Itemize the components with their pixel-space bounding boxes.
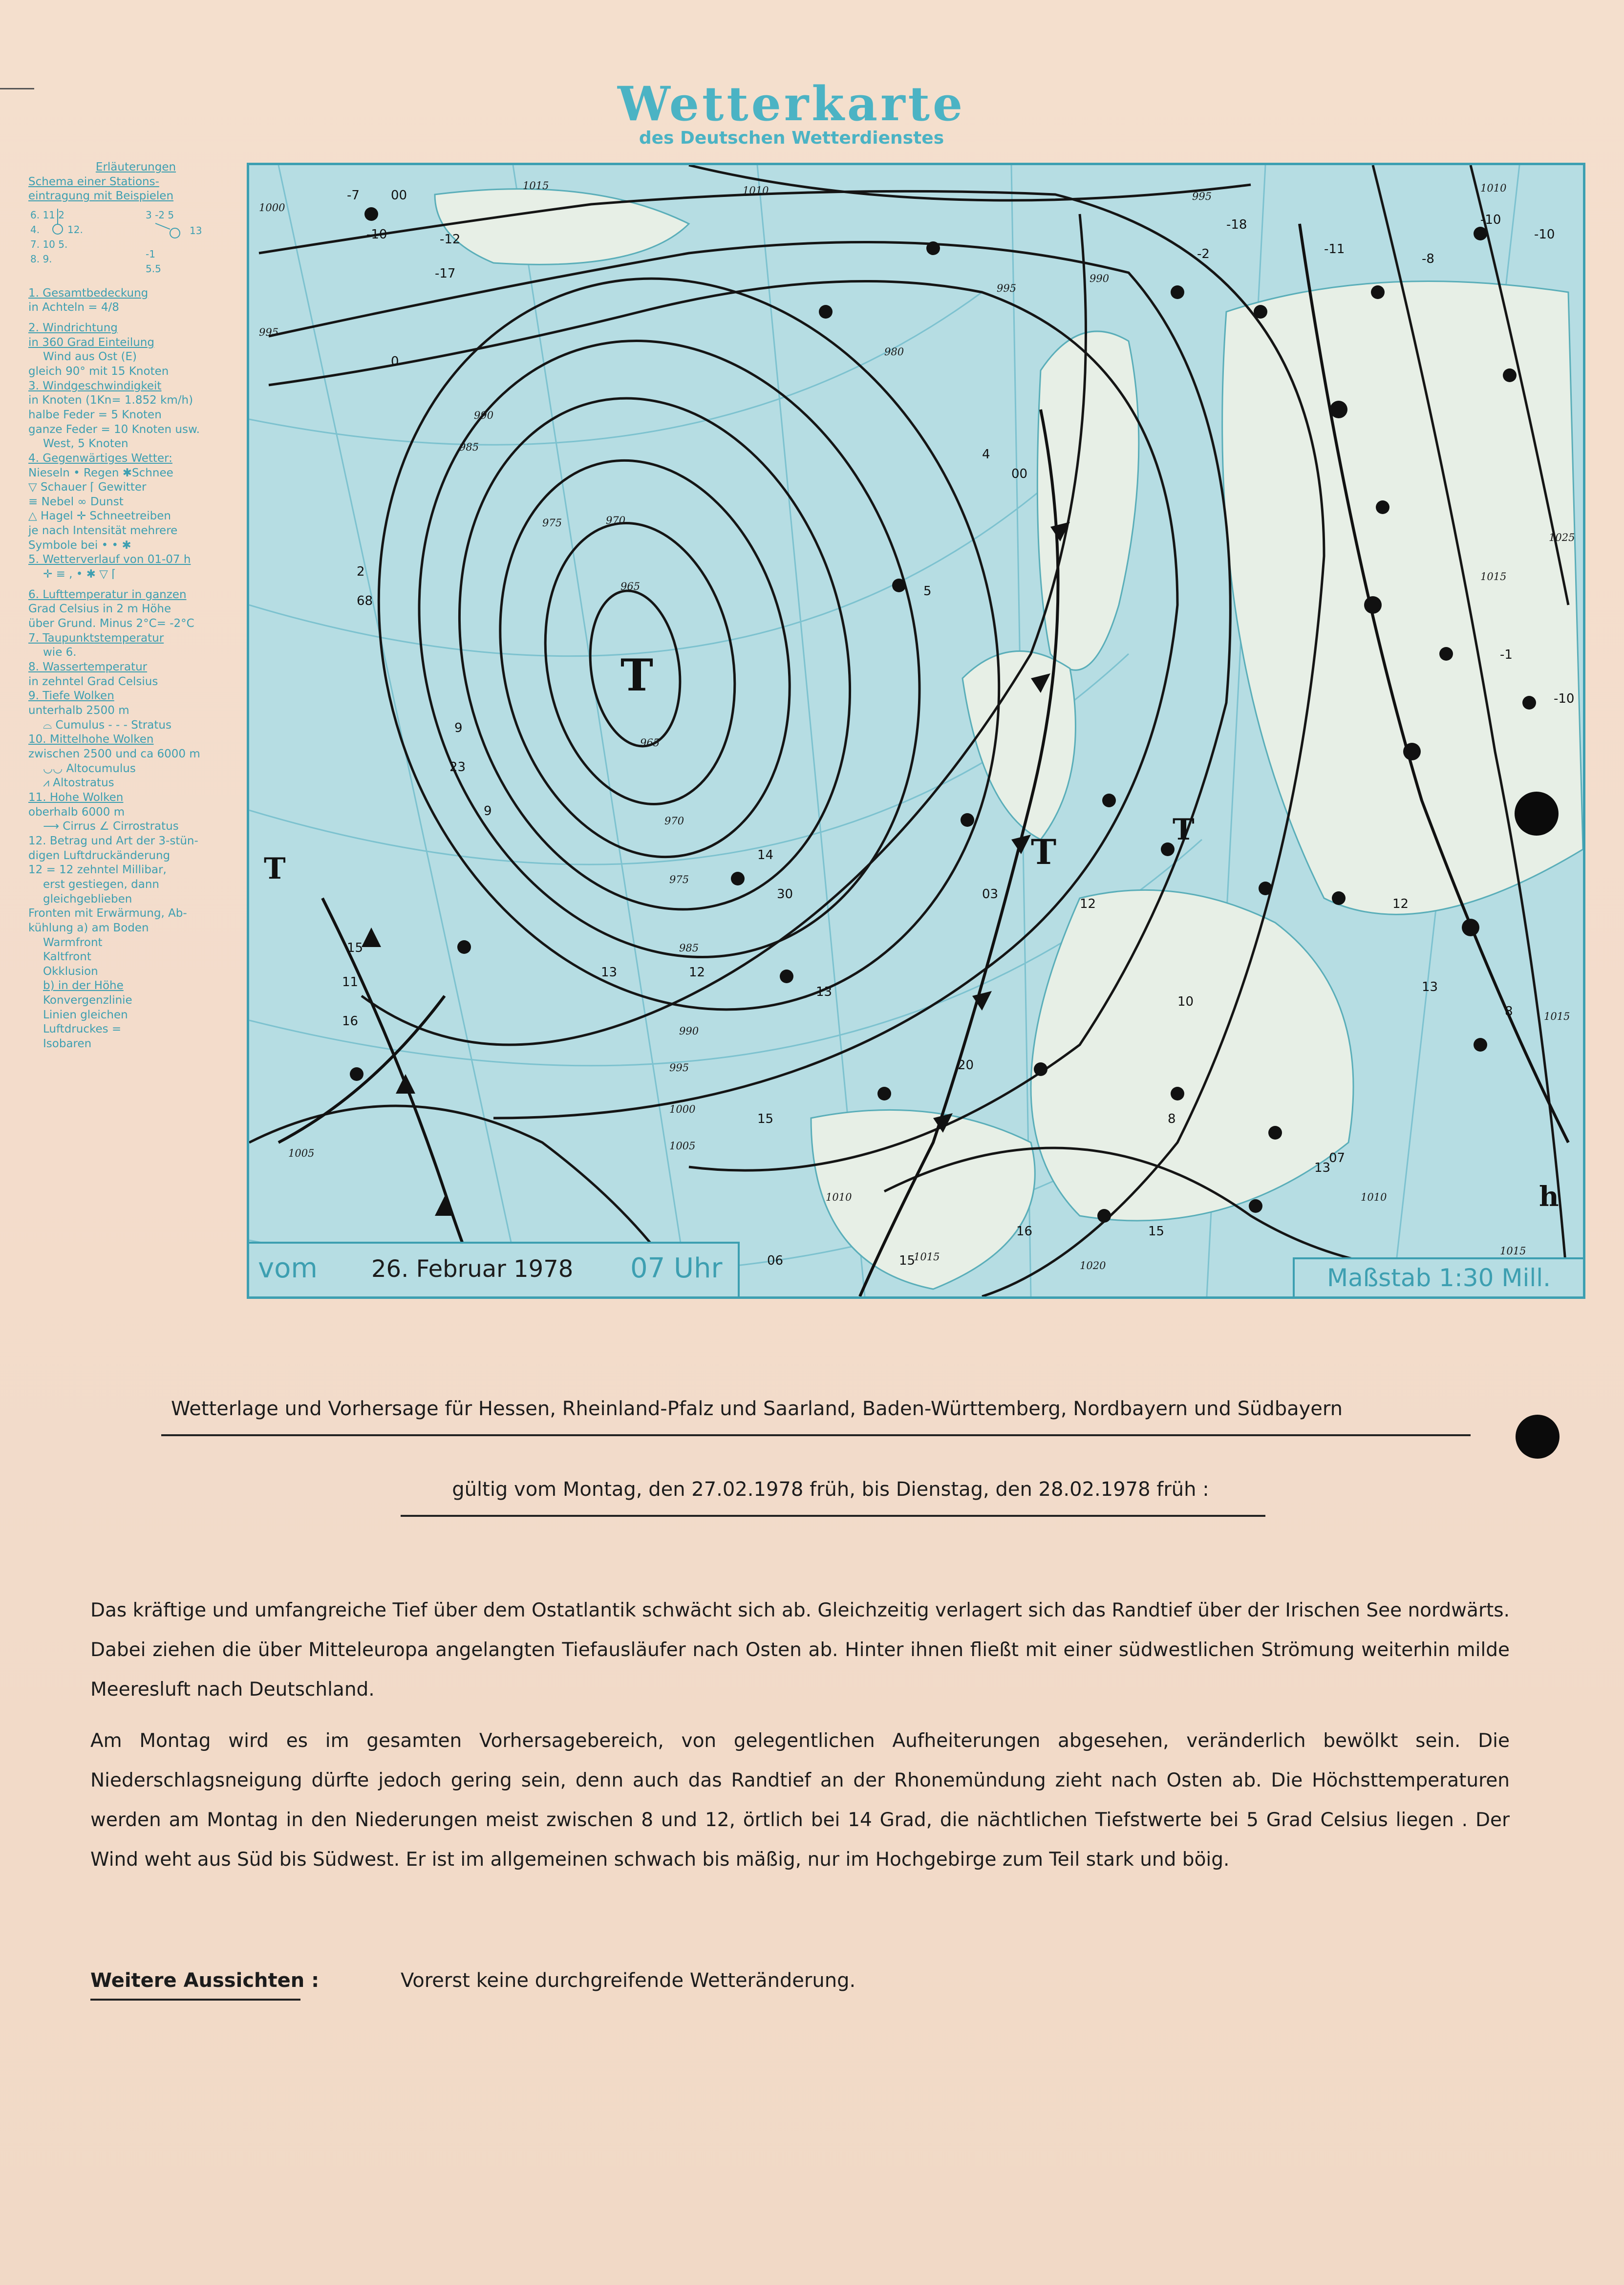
legend-line: ≡ Nebel ∞ Dunst <box>28 495 124 508</box>
legend-line: West, 5 Knoten <box>43 437 128 451</box>
svg-text:9: 9 <box>454 721 463 735</box>
svg-text:4.: 4. <box>30 223 40 236</box>
svg-text:06: 06 <box>767 1253 784 1268</box>
legend-line: 4. Gegenwärtiges Wetter: <box>28 452 172 465</box>
validity-line: gültig vom Montag, den 27.02.1978 früh, bis Dienstag, den 28.02.1978 früh : <box>452 1478 1209 1501</box>
punch-hole <box>1516 1415 1560 1459</box>
legend-line: 7. Taupunktstemperatur <box>28 631 164 645</box>
svg-text:-7: -7 <box>347 188 360 203</box>
legend-line: ▽ Schauer ⌈ Gewitter <box>28 481 147 494</box>
svg-text:30: 30 <box>777 887 793 902</box>
land-masses <box>435 189 1583 1289</box>
legend-line: in 360 Grad Einteilung <box>28 336 154 349</box>
svg-text:20: 20 <box>958 1058 974 1073</box>
isobar-label: 985 <box>679 942 699 954</box>
weather-map-drawing <box>249 165 1583 1296</box>
isobar-label: 1025 <box>1549 532 1575 543</box>
svg-text:3 -2 5: 3 -2 5 <box>146 209 174 221</box>
svg-text:15: 15 <box>899 1253 916 1268</box>
isobar-label: 985 <box>459 441 479 453</box>
svg-text:68: 68 <box>357 594 373 608</box>
svg-text:8: 8 <box>1505 1004 1513 1019</box>
legend-line: digen Luftdruckänderung <box>28 849 171 862</box>
svg-text:11: 11 <box>342 975 359 990</box>
svg-text:-18: -18 <box>1226 217 1247 232</box>
svg-text:13: 13 <box>1314 1161 1331 1175</box>
document-subtitle: des Deutschen Wetterdienstes <box>639 128 944 148</box>
legend-line: in zehntel Grad Celsius <box>28 675 158 688</box>
svg-text:-2: -2 <box>1197 247 1210 261</box>
svg-text:-10: -10 <box>1534 227 1555 242</box>
svg-text:7. 10 5.: 7. 10 5. <box>30 238 68 250</box>
legend-line: kühlung a) am Boden <box>28 921 149 934</box>
map-date-prefix: vom <box>258 1252 318 1284</box>
legend-line: Okklusion <box>43 965 98 978</box>
station-schema-diagram <box>28 204 243 282</box>
legend-line: Isobaren <box>43 1037 92 1051</box>
legend-line: Fronten mit Erwärmung, Ab- <box>28 907 187 920</box>
isobar-label: 1015 <box>1544 1011 1570 1022</box>
isobar-label: 990 <box>474 410 494 421</box>
isobar-label: 980 <box>884 346 904 358</box>
svg-text:9: 9 <box>484 804 492 819</box>
svg-text:15: 15 <box>757 1112 774 1126</box>
legend-line: gleichgeblieben <box>43 892 132 905</box>
svg-text:-10: -10 <box>1554 691 1575 706</box>
punch-hole <box>1515 792 1559 836</box>
legend-line: 12 = 12 zehntel Millibar, <box>28 863 167 877</box>
svg-text:6. 11 2: 6. 11 2 <box>30 209 64 221</box>
legend-line: 12. Betrag und Art der 3-stün- <box>28 834 198 847</box>
legend-line: 2. Windrichtung <box>28 321 118 334</box>
low-pressure-marker: T <box>620 649 653 701</box>
legend-line: zwischen 2500 und ca 6000 m <box>28 747 200 760</box>
map-date: 26. Februar 1978 <box>371 1255 574 1283</box>
legend-line: unterhalb 2500 m <box>28 704 129 717</box>
legend-line: oberhalb 6000 m <box>28 805 125 819</box>
svg-text:15: 15 <box>1148 1224 1165 1239</box>
svg-text:13: 13 <box>816 985 833 999</box>
legend-line: 10. Mittelhohe Wolken <box>28 733 154 746</box>
svg-text:2: 2 <box>357 564 365 579</box>
legend-line: je nach Intensität mehrere <box>28 524 178 538</box>
legend-line: Linien gleichen <box>43 1008 128 1021</box>
low-pressure-marker-rhone: T <box>1173 813 1195 847</box>
svg-text:0: 0 <box>391 354 399 369</box>
forecast-paragraph-1: Das kräftige und umfangreiche Tief über dem Ostatlantik schwächt sich ab. Gleichzeitig verlagert sich das Randtief über der Irischen See nordwärts. Dabei ziehen die über Mitteleuropa angelangten Tiefausläufer nach Osten ab. Hinter ihnen fließt mit einer südwestlichen Strömung weiterhin milde Meeresluft nach Deutschland. <box>90 1599 1510 1701</box>
weather-map <box>247 163 1585 1299</box>
legend-line: Nieseln • Regen ✱Schnee <box>28 466 173 479</box>
legend-line: ◡◡ Altocumulus <box>43 762 136 775</box>
svg-text:07: 07 <box>1329 1151 1346 1165</box>
svg-text:4: 4 <box>982 447 990 462</box>
legend-line: △ Hagel ✛ Schneetreiben <box>28 510 171 523</box>
svg-text:-1: -1 <box>146 248 155 260</box>
svg-text:16: 16 <box>1016 1224 1033 1239</box>
outlook-text: Vorerst keine durchgreifende Wetteränderung. <box>401 1969 856 1992</box>
legend-line: in Knoten (1Kn= 1.852 km/h) <box>28 394 193 407</box>
legend-line: 8. Wassertemperatur <box>28 661 148 674</box>
svg-text:-17: -17 <box>435 266 456 281</box>
svg-text:8. 9.: 8. 9. <box>30 253 52 265</box>
isobar-label: 1005 <box>288 1147 315 1159</box>
isobar-label: 970 <box>606 515 626 526</box>
svg-text:14: 14 <box>757 848 774 862</box>
forecast-paragraph-2: Am Montag wird es im gesamten Vorhersagebereich, von gelegentlichen Aufheiterungen abgesehen, veränderlich bewölkt sein. Die Niederschlagsneigung dürfte jedoch gering sein, denn auch das Randtief an der Rhonemündung zieht nach Osten ab. Die Höchsttemperaturen werden am Montag in den Niederungen meist zwischen 8 und 12, örtlich bei 14 Grad, die nächtlichen Tiefstwerte bei 5 Grad Celsius liegen . Der Wind weht aus Süd bis Südwest. Er ist im allgemeinen schwach bis mäßig, nur im Hochgebirge zum Teil stark und böig. <box>90 1730 1510 1871</box>
edge-mark <box>0 88 34 89</box>
forecast-heading: Wetterlage und Vorhersage für Hessen, Rheinland-Pfalz und Saarland, Baden-Württemberg, Nordbayern und Südbayern <box>171 1398 1343 1420</box>
legend-line: b) in der Höhe <box>43 979 124 992</box>
isobar-label: 1015 <box>914 1251 940 1263</box>
isobar-label: 1010 <box>826 1191 852 1203</box>
isobar-label: 1010 <box>1480 182 1507 194</box>
svg-text:00: 00 <box>1011 467 1028 481</box>
legend-line: ✛ ≡ , • ✱ ▽ ⌈ <box>43 568 116 581</box>
isobar-label: 990 <box>679 1025 699 1037</box>
svg-text:12: 12 <box>1080 897 1096 911</box>
map-scale: Maßstab 1:30 Mill. <box>1293 1257 1583 1296</box>
svg-text:5.5: 5.5 <box>146 262 161 275</box>
isobar-label: 1015 <box>523 180 549 192</box>
legend-line: ⟶ Cirrus ∠ Cirrostratus <box>43 820 179 833</box>
legend-line: 5. Wetterverlauf von 01-07 h <box>28 553 191 566</box>
legend-items <box>28 286 243 1052</box>
svg-text:-12: -12 <box>440 232 461 247</box>
svg-text:-11: -11 <box>1324 242 1345 257</box>
svg-text:-8: -8 <box>1422 252 1434 266</box>
legend-line: ganze Feder = 10 Knoten usw. <box>28 423 200 436</box>
svg-text:15: 15 <box>347 941 363 955</box>
svg-text:-10: -10 <box>366 227 387 242</box>
legend-line: Kaltfront <box>43 950 91 964</box>
isobar-label: 995 <box>1192 191 1212 202</box>
isobar-label: 1015 <box>1480 571 1507 582</box>
legend-schema-line: eintragung mit Beispielen <box>28 190 174 203</box>
isobar-label: 1005 <box>669 1140 696 1152</box>
map-time: 07 Uhr <box>630 1252 723 1284</box>
svg-text:-1: -1 <box>1500 647 1513 662</box>
legend-line: in Achteln = 4/8 <box>28 301 119 314</box>
isobar-label: 975 <box>669 874 689 885</box>
svg-text:23: 23 <box>449 760 466 775</box>
isobar-label: 990 <box>1090 273 1110 284</box>
isobar-label: 995 <box>669 1062 689 1074</box>
validity-rule <box>401 1515 1265 1517</box>
legend-line: 1. Gesamtbedeckung <box>28 286 149 300</box>
svg-text:-10: -10 <box>1480 213 1501 227</box>
isobar-label: 965 <box>620 581 641 592</box>
isobar-label: 965 <box>640 737 660 749</box>
low-pressure-marker-secondary: T <box>1031 832 1057 872</box>
isobar-label: 1010 <box>743 185 769 196</box>
isobar-label: 1000 <box>669 1103 696 1115</box>
svg-text:10: 10 <box>1177 994 1194 1009</box>
legend-heading: Erläuterungen <box>95 161 176 173</box>
legend-line: ⩘ Altostratus <box>43 776 114 790</box>
heading-rule <box>161 1434 1471 1436</box>
legend-line: 3. Windgeschwindigkeit <box>28 379 162 392</box>
legend-line: wie 6. <box>43 646 77 659</box>
isobar-label: 1000 <box>259 202 285 214</box>
svg-text:13: 13 <box>190 224 202 237</box>
isobar-label: 975 <box>542 517 562 529</box>
legend-schema-line: Schema einer Stations- <box>28 175 159 188</box>
outlook-rule <box>90 1999 300 2001</box>
svg-text:13: 13 <box>601 965 618 980</box>
isobar-label: 1020 <box>1080 1260 1106 1272</box>
legend-line: gleich 90° mit 15 Knoten <box>28 365 169 378</box>
legend-line: 9. Tiefe Wolken <box>28 690 114 703</box>
map-legend <box>28 160 243 1052</box>
svg-text:00: 00 <box>391 188 407 203</box>
isobar-label: 995 <box>997 282 1017 294</box>
isobar-label: 1010 <box>1361 1191 1387 1203</box>
legend-line: Wind aus Ost (E) <box>43 350 137 364</box>
svg-text:8: 8 <box>1168 1112 1176 1126</box>
legend-line: 11. Hohe Wolken <box>28 791 124 804</box>
legend-line: über Grund. Minus 2°C= -2°C <box>28 617 194 630</box>
isobar-label: 1015 <box>1500 1245 1526 1257</box>
legend-line: Symbole bei • • ✱ <box>28 539 131 552</box>
svg-text:5: 5 <box>923 584 932 599</box>
svg-text:16: 16 <box>342 1014 359 1029</box>
isobar-label: 970 <box>664 815 684 827</box>
svg-text:03: 03 <box>982 887 999 902</box>
legend-line: erst gestiegen, dann <box>43 878 160 891</box>
outlook-label: Weitere Aussichten : <box>90 1969 320 1992</box>
legend-line: halbe Feder = 5 Knoten <box>28 408 162 421</box>
low-pressure-marker-west: T <box>264 852 286 886</box>
document-title: Wetterkarte <box>617 76 966 131</box>
isobar-label: 995 <box>259 326 279 338</box>
high-pressure-marker: h <box>1539 1181 1559 1213</box>
svg-text:13: 13 <box>1422 980 1438 994</box>
map-date-box <box>249 1242 740 1296</box>
svg-text:12.: 12. <box>67 223 83 236</box>
legend-line: Grad Celsius in 2 m Höhe <box>28 603 171 616</box>
svg-text:12: 12 <box>1392 897 1409 911</box>
svg-text:12: 12 <box>689 965 705 980</box>
legend-line: Luftdruckes = <box>43 1023 122 1036</box>
legend-line: Konvergenzlinie <box>43 994 132 1007</box>
legend-line: Warmfront <box>43 936 103 949</box>
legend-line: 6. Lufttemperatur in ganzen <box>28 588 187 601</box>
legend-line: ⌓ Cumulus - - - Stratus <box>43 718 171 732</box>
